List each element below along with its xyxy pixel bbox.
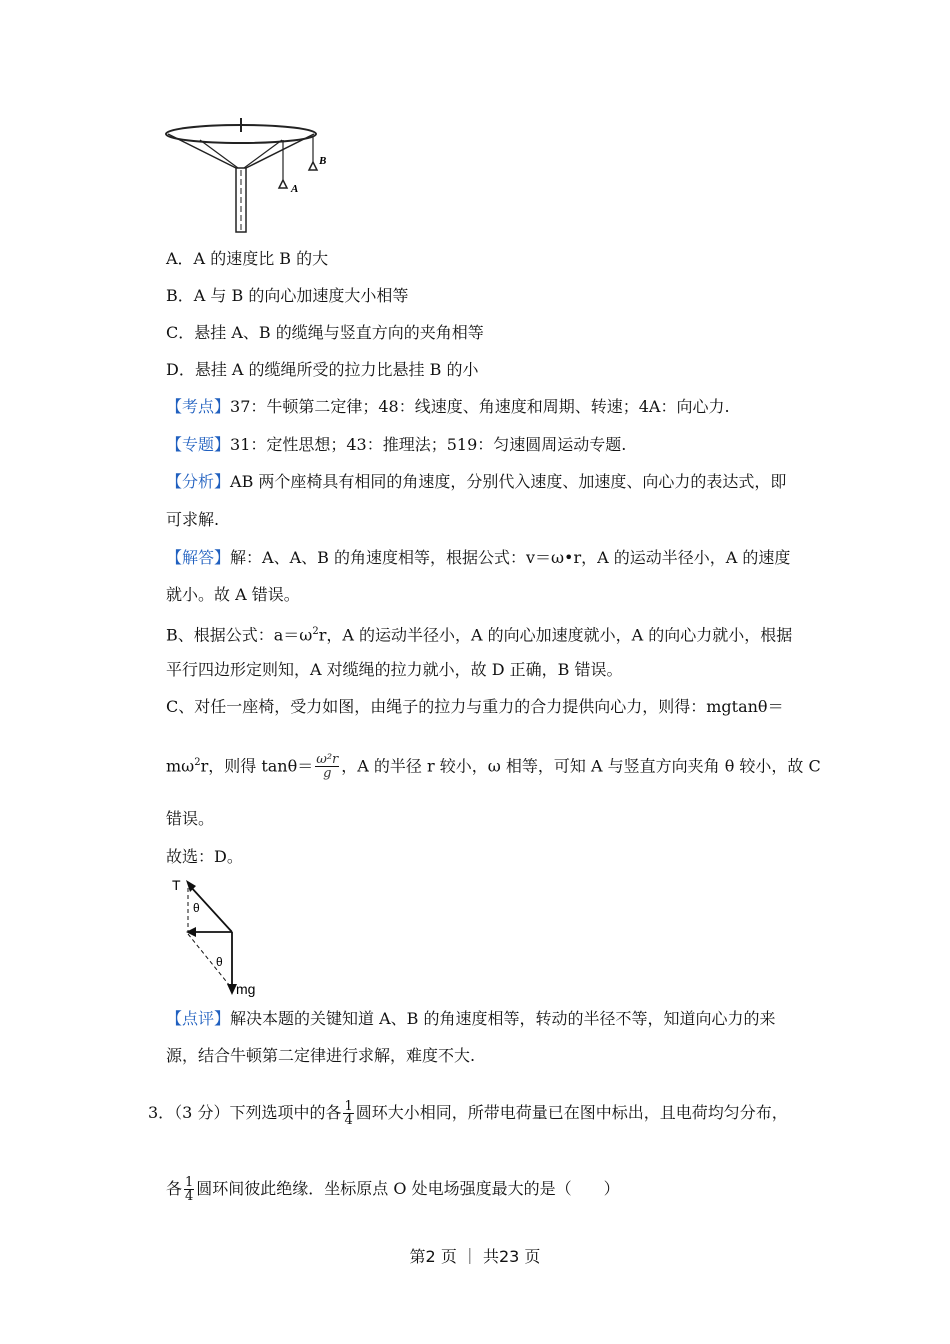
option-b: B．A 与 B 的向心加速度大小相等: [166, 286, 409, 305]
question-3-line-2: [166, 1176, 620, 1203]
fraction-numerator: 1: [185, 1175, 194, 1190]
kaodian-tag: 【考点】: [166, 397, 231, 416]
fenxi-text-2: 可求解.: [166, 510, 220, 529]
label-b: B: [319, 155, 327, 167]
jieda-line-6: [166, 752, 821, 780]
jieda-text-6b: r，则得 tanθ＝: [200, 756, 314, 776]
fenxi-tag: 【分析】: [166, 472, 231, 491]
jieda-text-3b: r，A 的运动半径小，A 的向心加速度就小，A 的向心力就小，根据: [318, 625, 793, 645]
tan-fraction: [315, 753, 339, 780]
fenxi-line: [166, 471, 786, 493]
jieda-text-3a: B、根据公式：a＝ω: [166, 625, 313, 645]
jieda-tag: 【解答】: [166, 548, 231, 567]
jieda-line-1: [166, 547, 790, 569]
force-diagram: [166, 874, 276, 1000]
jieda-text-6a: mω: [166, 756, 195, 776]
option-c: C．悬挂 A、B 的缆绳与竖直方向的夹角相等: [166, 323, 484, 342]
jieda-line-2: 就小。故 A 错误。: [166, 585, 300, 604]
jieda-line-8: 故选：D。: [166, 847, 243, 866]
q3-text-1a: 3．（3 分）下列选项中的各: [148, 1103, 342, 1122]
fraction-numerator: 1: [344, 1099, 353, 1114]
fraction-denominator: 4: [344, 1113, 353, 1128]
quarter-fraction: [343, 1100, 353, 1127]
gravity-label: mg: [236, 981, 256, 997]
jieda-line-3: [166, 621, 792, 646]
superscript-2: 2: [312, 626, 319, 637]
kaodian-line: [166, 396, 730, 418]
tension-label: T: [172, 877, 181, 893]
fenxi-text-1: AB 两个座椅具有相同的角速度，分别代入速度、加速度、向心力的表达式，即: [230, 472, 787, 491]
dianping-text-2: 源，结合牛顿第二定律进行求解，难度不大.: [166, 1046, 476, 1065]
jieda-line-7: 错误。: [166, 809, 215, 828]
question-3-line-1: [148, 1100, 788, 1127]
q3-text-2a: 各: [166, 1179, 183, 1198]
dianping-tag: 【点评】: [166, 1009, 231, 1028]
zhuanti-tag: 【专题】: [166, 435, 231, 454]
zhuanti-line: [166, 434, 626, 456]
carousel-figure: [160, 112, 340, 234]
jieda-line-4: 平行四边形定则知，A 对缆绳的拉力就小，故 D 正确，B 错误。: [166, 660, 623, 679]
fraction-numerator: ω²r: [316, 752, 339, 768]
label-a: A: [291, 183, 299, 195]
jieda-text-6c: ，A 的半径 r 较小，ω 相等，可知 A 与竖直方向夹角 θ 较小，故 C: [341, 756, 821, 776]
fraction-denominator: 4: [185, 1189, 194, 1204]
superscript-2: 2: [194, 757, 201, 768]
q3-text-1b: 圆环大小相同，所带电荷量已在图中标出，且电荷均匀分布，: [355, 1103, 788, 1122]
fraction-denominator: g: [323, 766, 332, 782]
kaodian-text: 37：牛顿第二定律；48：线速度、角速度和周期、转速；4A：向心力.: [230, 397, 730, 416]
dianping-text-1: 解决本题的关键知道 A、B 的角速度相等，转动的半径不等，知道向心力的来: [230, 1009, 776, 1028]
jieda-line-5: C、对任一座椅，受力如图，由绳子的拉力与重力的合力提供向心力，则得：mgtanθ＝: [166, 697, 784, 716]
page-footer: 第2 页 ｜ 共23 页: [409, 1247, 541, 1266]
q3-text-2b: 圆环间彼此绝缘．坐标原点 O 处电场强度最大的是（ ）: [196, 1179, 620, 1198]
jieda-text-1: 解：A、A、B 的角速度相等，根据公式：v＝ω•r，A 的运动半径小，A 的速度: [230, 548, 791, 567]
zhuanti-text: 31：定性思想；43：推理法；519：匀速圆周运动专题.: [230, 435, 627, 454]
theta-label-1: θ: [193, 901, 200, 915]
quarter-fraction: [184, 1176, 194, 1203]
dianping-line: [166, 1008, 776, 1030]
option-d: D．悬挂 A 的缆绳所受的拉力比悬挂 B 的小: [166, 360, 479, 379]
theta-label-2: θ: [216, 955, 223, 969]
option-a: A．A 的速度比 B 的大: [166, 249, 329, 268]
